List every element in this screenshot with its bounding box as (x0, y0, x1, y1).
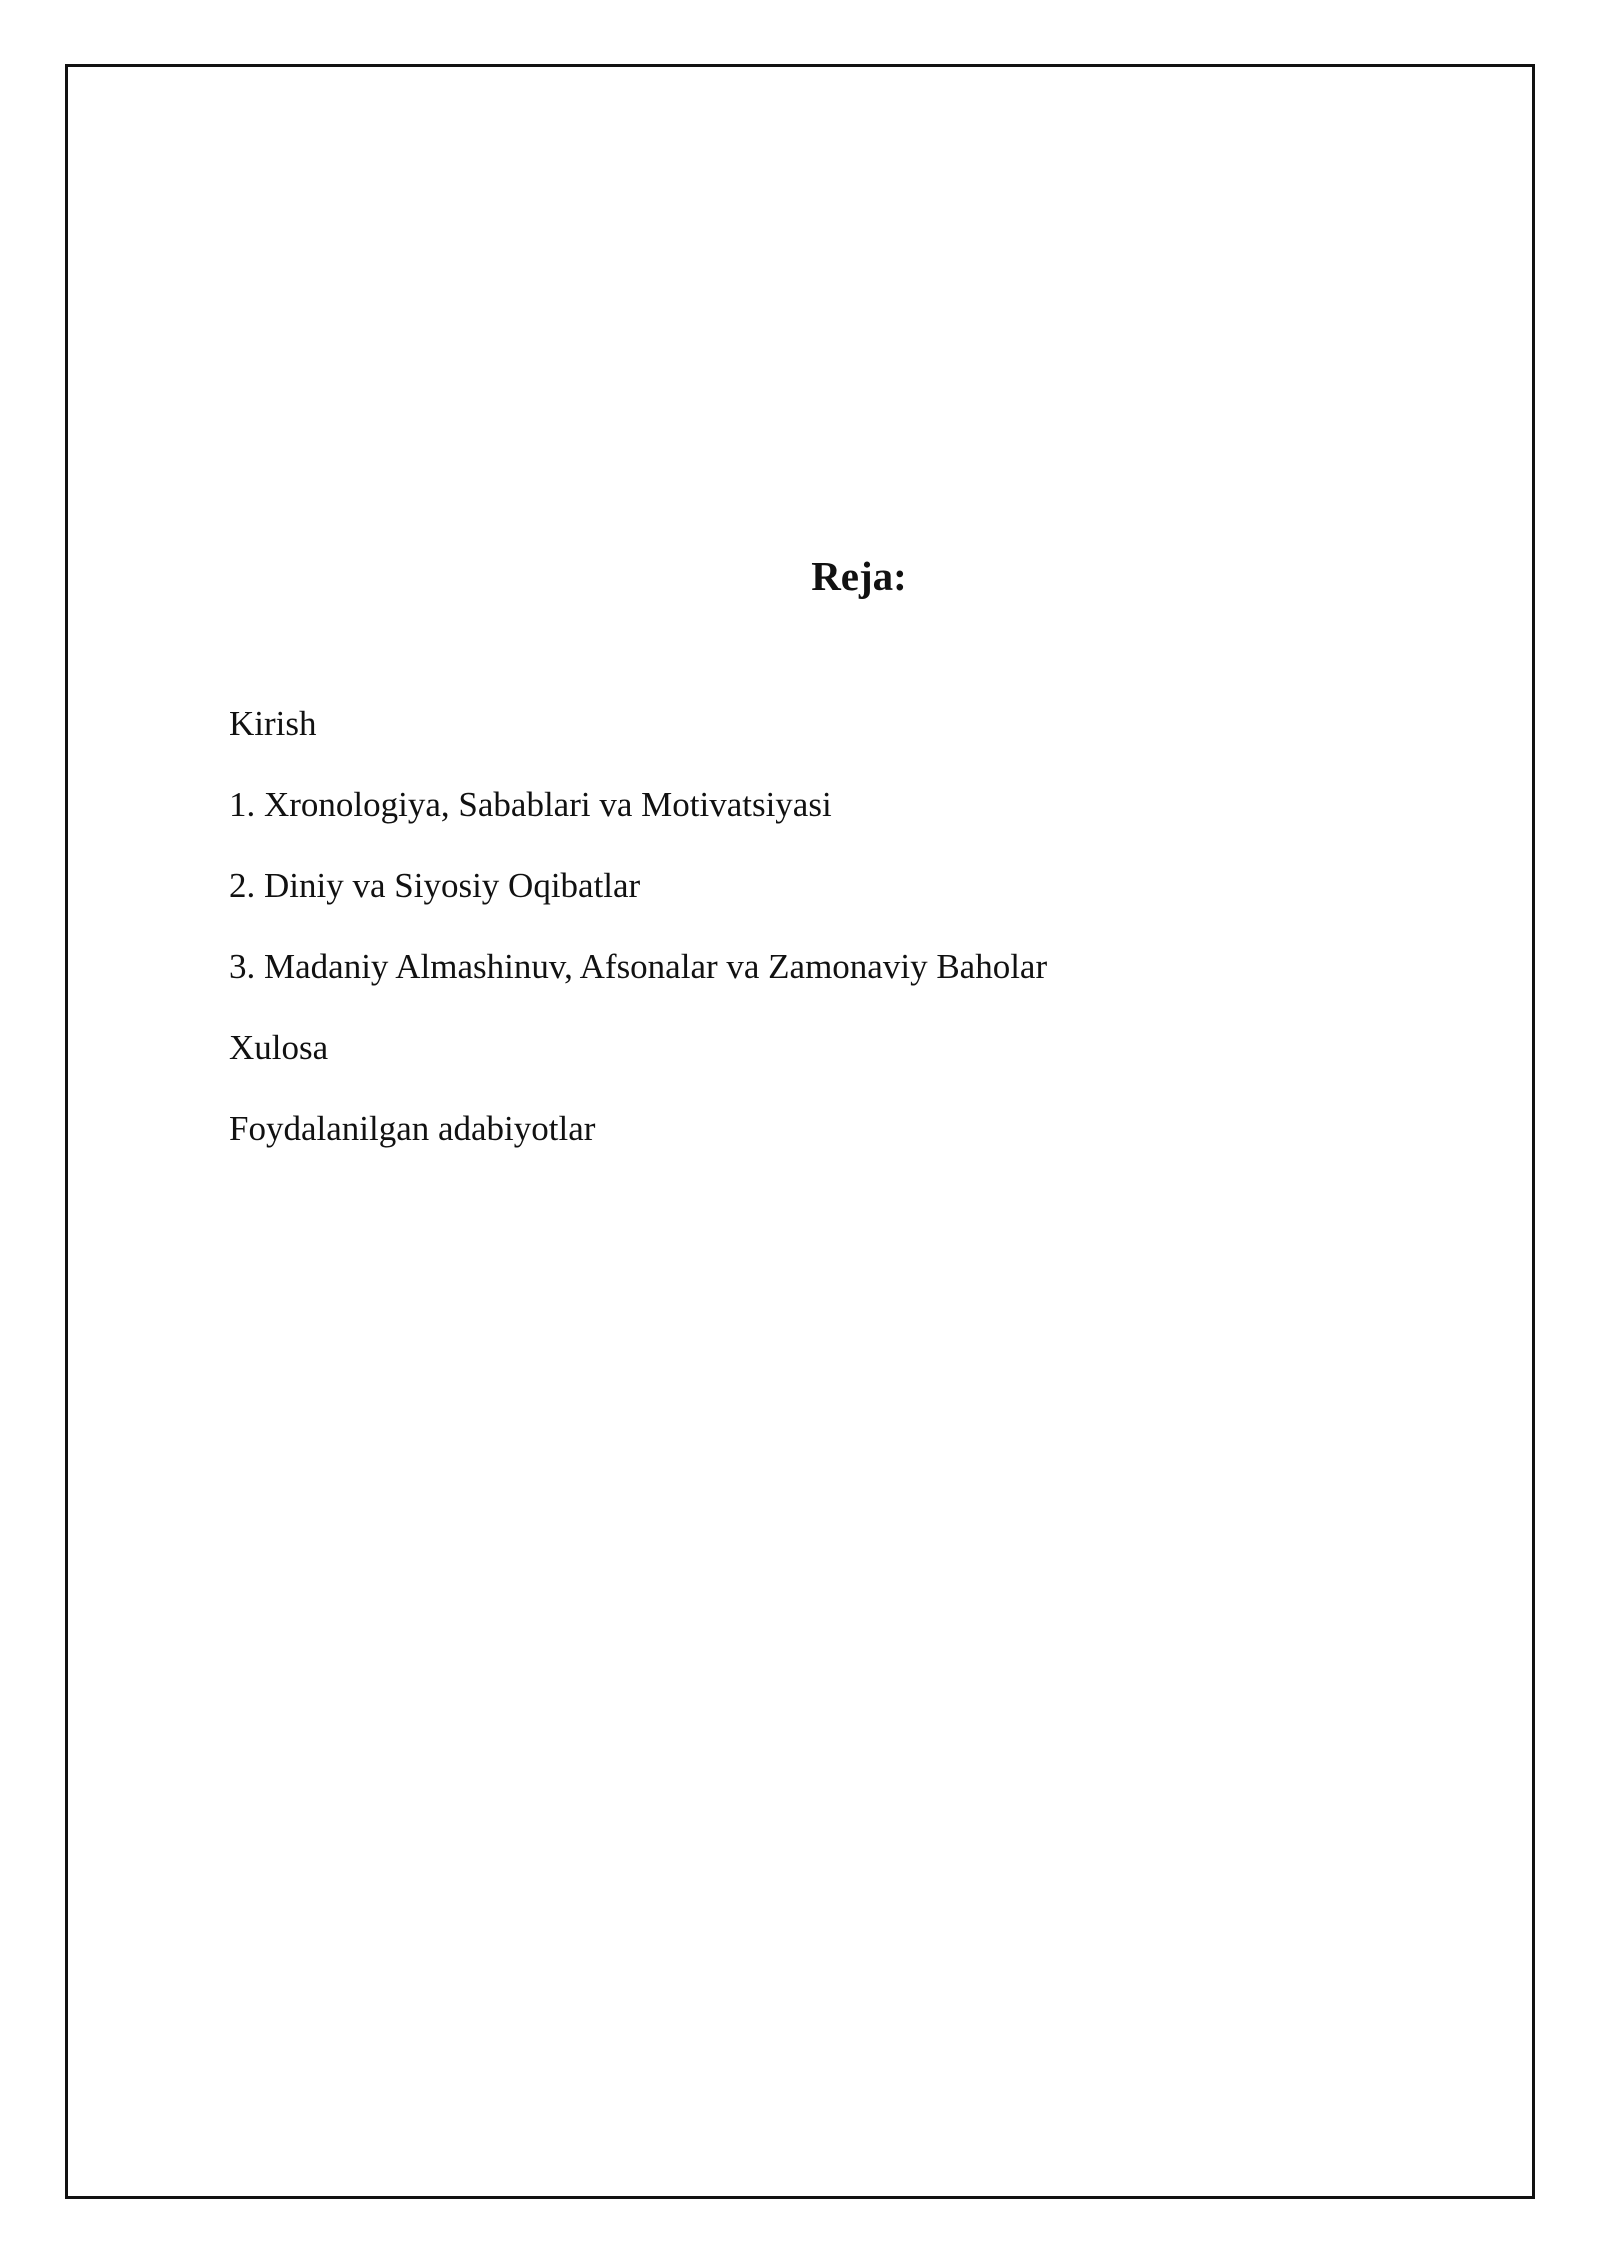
table-of-contents (229, 700, 1047, 1186)
toc-item-introduction: Kirish (229, 704, 317, 743)
toc-item-chapter-1: 1. Xronologiya, Sabablari va Motivatsiyasi (229, 785, 832, 824)
page-title: Reja: (811, 553, 907, 599)
toc-item-chapter-2: 2. Diniy va Siyosiy Oqibatlar (229, 866, 641, 905)
toc-item-chapter-3: 3. Madaniy Almashinuv, Afsonalar va Zamonaviy Baholar (229, 947, 1048, 986)
toc-item-conclusion: Xulosa (229, 1028, 329, 1067)
toc-item-references: Foydalanilgan adabiyotlar (229, 1109, 596, 1148)
